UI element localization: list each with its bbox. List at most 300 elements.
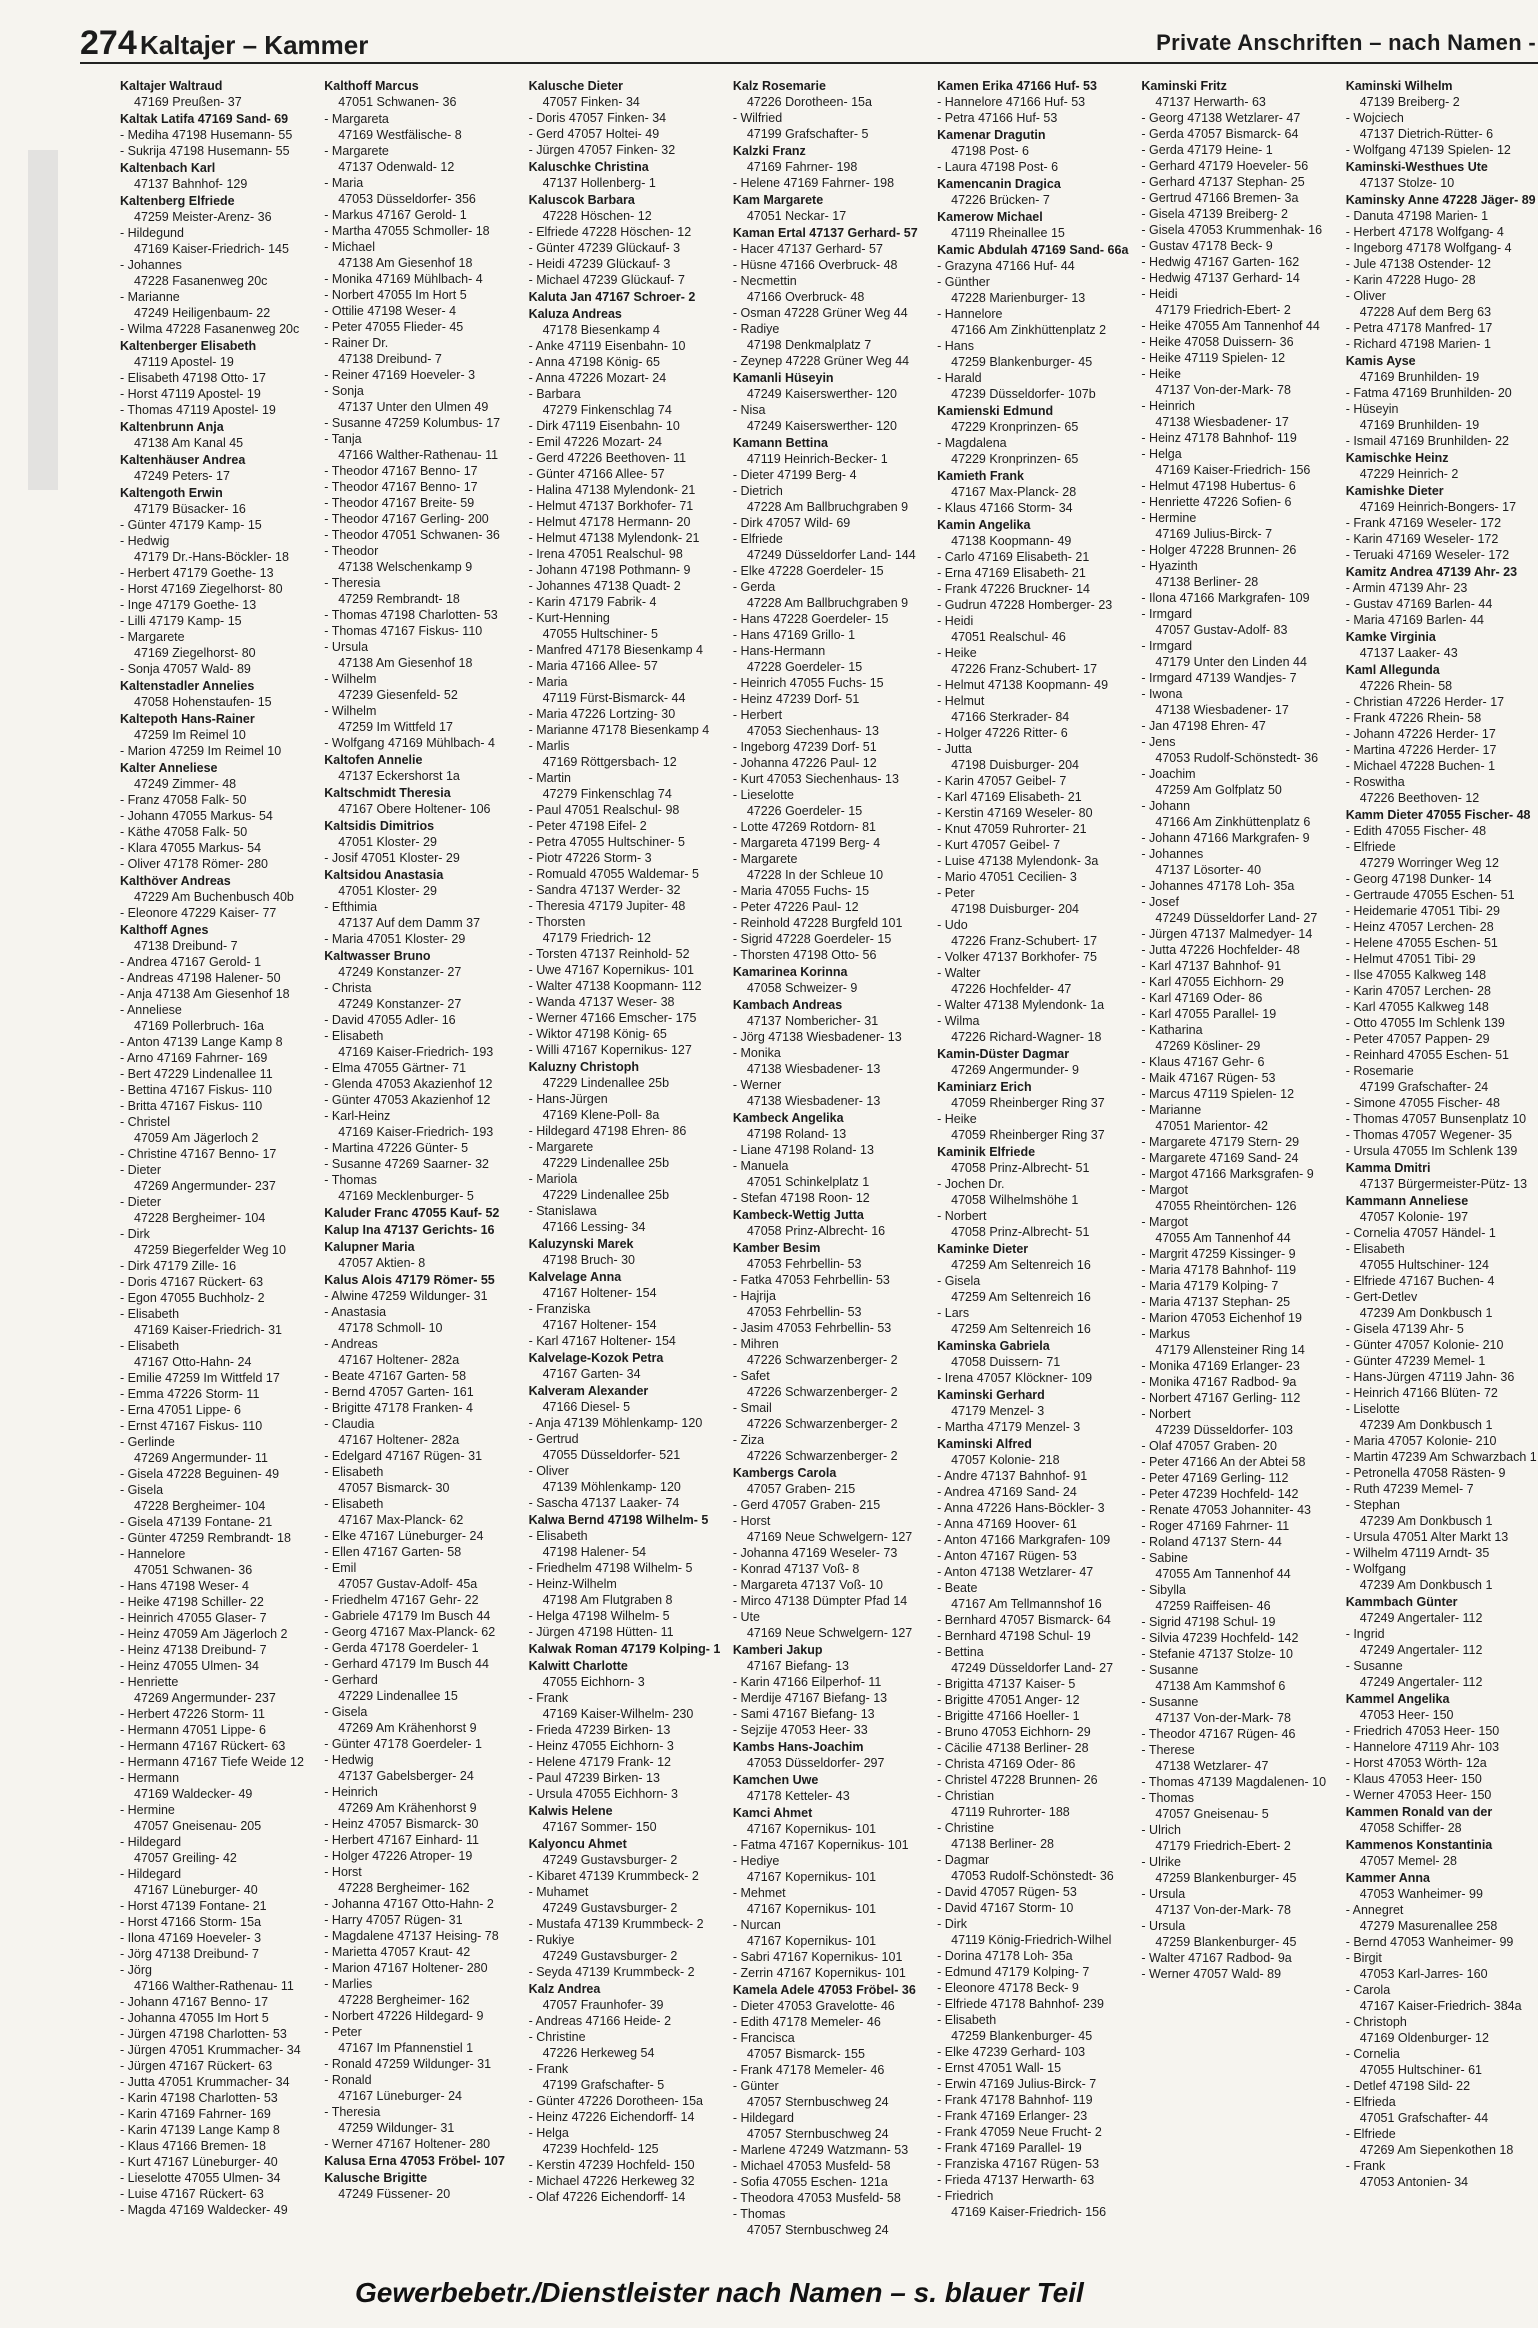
- entry-subname: - Horst 47166 Storm- 15a: [120, 1915, 262, 1929]
- directory-entry: [733, 192, 925, 224]
- entry-subname: - Anastasia: [324, 1305, 387, 1319]
- entry-address: 47138 Am Kanal 45: [134, 436, 244, 450]
- entry-address: 47169 Kaiser-Friedrich- 145: [134, 242, 289, 256]
- entry-subname: - Herbert: [732, 708, 783, 722]
- entry-subname: - Thomas: [1141, 1791, 1194, 1805]
- entry-subname: - Anja 47139 Möhlenkamp- 120: [528, 1416, 703, 1430]
- entry-address: 47249 Düsseldorfer Land- 144: [746, 548, 916, 562]
- entry-subname: - Doris 47057 Finken- 34: [528, 111, 667, 125]
- directory-column-7: [1346, 78, 1538, 2268]
- entry-address: 47198 Halener- 54: [542, 1545, 647, 1559]
- entry-subname: - Maria 47051 Kloster- 29: [324, 932, 466, 946]
- entry-address: 47269 Angermunder- 9: [951, 1063, 1079, 1077]
- entry-subname: - Walter 47138 Mylendonk- 1a: [937, 998, 1105, 1012]
- left-margin-tab: [28, 150, 58, 490]
- entry-subname: - Irena 47057 Klöckner- 109: [937, 1371, 1093, 1385]
- entry-subname: - Hannelore 47166 Huf- 53: [937, 95, 1086, 109]
- entry-subname: - Elma 47055 Gärtner- 71: [324, 1061, 467, 1075]
- entry-subname: - Kurt 47167 Lüneburger- 40: [120, 2155, 278, 2169]
- entry-subname: - Dietrich: [732, 484, 783, 498]
- entry-name: Kambeck Angelika: [732, 1111, 844, 1125]
- entry-address: 47057 Sternbuschweg 24: [746, 2223, 889, 2237]
- entry-subname: - Johanna 47226 Paul- 12: [732, 756, 877, 770]
- entry-address: 47228 Bergheimer- 162: [338, 1881, 470, 1895]
- entry-subname: - Helmut 47178 Hermann- 20: [528, 515, 691, 529]
- entry-address: 47169 Neue Schwelgern- 127: [746, 1626, 913, 1640]
- entry-subname: - Dirk 47119 Eisenbahn- 10: [528, 419, 680, 433]
- directory-entry: [120, 485, 312, 677]
- entry-subname: - Thomas 47057 Bunsenplatz 10: [1345, 1112, 1527, 1126]
- entry-subname: - Jochen Dr.: [937, 1177, 1005, 1191]
- entry-subname: - Margarete 47169 Sand- 24: [1141, 1151, 1299, 1165]
- directory-entry: [1346, 1193, 1538, 1593]
- entry-subname: - Johann 47166 Markgrafen- 9: [1141, 831, 1310, 845]
- entry-address: 47249 Angertaler- 112: [1359, 1675, 1483, 1689]
- entry-subname: - Gerd 47057 Holtei- 49: [528, 127, 660, 141]
- entry-subname: - Stephan: [1345, 1498, 1400, 1512]
- directory-entry: [937, 176, 1129, 208]
- entry-address: 47058 Prinz-Albrecht- 51: [951, 1225, 1090, 1239]
- entry-address: 47055 Eichhorn- 3: [542, 1675, 645, 1689]
- entry-subname: - Karin 47179 Fabrik- 4: [528, 595, 657, 609]
- entry-address: 47259 Blankenburger- 45: [951, 2029, 1093, 2043]
- entry-subname: - Zeynep 47228 Grüner Weg 44: [732, 354, 910, 368]
- entry-subname: - Irena 47051 Realschul- 98: [528, 547, 683, 561]
- entry-name: Kaluder Franc 47055 Kauf- 52: [324, 1206, 500, 1220]
- entry-subname: - Brigitte 47051 Anger- 12: [937, 1693, 1080, 1707]
- directory-entry: [733, 1207, 925, 1239]
- directory-column-6: [1141, 78, 1333, 2268]
- entry-subname: - Tanja: [324, 432, 362, 446]
- entry-subname: - Margarete 47179 Stern- 29: [1141, 1135, 1300, 1149]
- directory-entry: [1346, 629, 1538, 661]
- entry-subname: - Günter 47179 Kamp- 15: [120, 518, 262, 532]
- entry-subname: - Armin 47139 Ahr- 23: [1345, 581, 1468, 595]
- entry-subname: - Markus 47167 Gerold- 1: [324, 208, 467, 222]
- entry-address: 47167 Kopernikus- 101: [746, 1822, 877, 1836]
- entry-subname: - Karl-Heinz: [324, 1109, 391, 1123]
- entry-address: 47229 Lindenallee 25b: [542, 1188, 670, 1202]
- entry-subname: - Reinhold 47228 Burgfeld 101: [732, 916, 903, 930]
- directory-entry: [529, 1981, 721, 2205]
- entry-subname: - Hans: [937, 339, 974, 353]
- entry-subname: - Georg 47138 Wetzlarer- 47: [1141, 111, 1301, 125]
- entry-subname: - Andre 47137 Bahnhof- 91: [937, 1469, 1088, 1483]
- entry-address: 47137 Unter den Ulmen 49: [338, 400, 489, 414]
- entry-address: 47279 Finkenschlag 74: [542, 787, 672, 801]
- entry-address: 47057 Kolonie- 197: [1359, 1210, 1469, 1224]
- entry-subname: - Arno 47169 Fahrner- 169: [120, 1051, 268, 1065]
- entry-subname: - Maria 47166 Allee- 57: [528, 659, 658, 673]
- entry-subname: - Sibylla: [1141, 1583, 1186, 1597]
- entry-address: 47058 Prinz-Albrecht- 16: [746, 1224, 886, 1238]
- entry-subname: - Hacer 47137 Gerhard- 57: [732, 242, 883, 256]
- entry-subname: - Margarete: [732, 852, 798, 866]
- entry-name: Kalwak Roman 47179 Kolping- 1: [528, 1642, 721, 1656]
- entry-subname: - Magda 47169 Waldecker- 49: [120, 2203, 288, 2217]
- entry-subname: - Frank 47169 Erlanger- 23: [937, 2109, 1088, 2123]
- entry-name: Kaltwasser Bruno: [324, 949, 431, 963]
- entry-subname: - Elke 47167 Lüneburger- 24: [324, 1529, 484, 1543]
- directory-entry: [733, 964, 925, 996]
- entry-address: 47269 Angermunder- 11: [134, 1451, 268, 1465]
- entry-subname: - Anke 47119 Eisenbahn- 10: [528, 339, 686, 353]
- entry-subname: - Jürgen 47198 Hütten- 11: [528, 1625, 674, 1639]
- entry-name: Kaml Allegunda: [1345, 663, 1440, 677]
- entry-subname: - Susanne: [1345, 1659, 1403, 1673]
- entry-subname: - Margot 47166 Marksgrafen- 9: [1141, 1167, 1314, 1181]
- entry-subname: - Safet: [732, 1369, 770, 1383]
- directory-entry: [529, 1836, 721, 1980]
- entry-address: 47226 Beethoven- 12: [1359, 791, 1480, 805]
- entry-subname: - Udo: [937, 918, 968, 932]
- entry-subname: - Liselotte: [1345, 1402, 1400, 1416]
- entry-subname: - Klaus 47166 Storm- 34: [937, 501, 1073, 515]
- entry-subname: - Dagmar: [937, 1853, 990, 1867]
- entry-address: 47167 Kopernikus- 101: [746, 1934, 877, 1948]
- entry-name: Kaltsidis Dimitrios: [324, 819, 435, 833]
- entry-address: 47269 Am Krähenhorst 9: [338, 1721, 477, 1735]
- entry-subname: - Johannes: [1141, 847, 1204, 861]
- entry-subname: - Teruaki 47169 Weseler- 172: [1345, 548, 1510, 562]
- entry-address: 47119 Heinrich-Becker- 1: [746, 452, 888, 466]
- entry-address: 47058 Duissern- 71: [951, 1355, 1061, 1369]
- entry-name: Kalvelage Anna: [528, 1270, 622, 1284]
- entry-name: Kamke Virginia: [1345, 630, 1436, 644]
- directory-entry: [529, 306, 721, 1058]
- entry-subname: - Peter 47166 An der Abtei 58: [1141, 1455, 1306, 1469]
- entry-subname: - Rosemarie: [1345, 1064, 1414, 1078]
- directory-entry: [1346, 78, 1538, 158]
- entry-address: 47269 Am Krähenhorst 9: [338, 1801, 477, 1815]
- entry-address: 47259 Blankenburger- 45: [1155, 1871, 1297, 1885]
- entry-address: 47229 Am Buchenbusch 40b: [134, 890, 294, 904]
- entry-address: 47179 Büsacker- 16: [134, 502, 246, 516]
- entry-subname: - Helene 47055 Eschen- 51: [1345, 936, 1498, 950]
- entry-address: 47051 Realschul- 46: [951, 630, 1066, 644]
- entry-subname: - Heidemarie 47051 Tibi- 29: [1345, 904, 1500, 918]
- entry-address: 47059 Rheinberger Ring 37: [951, 1128, 1105, 1142]
- entry-subname: - Gerda 47179 Heine- 1: [1141, 143, 1273, 157]
- entry-subname: - Stefanie 47137 Stolze- 10: [1141, 1647, 1293, 1661]
- entry-subname: - Edith 47178 Memeler- 46: [732, 2015, 881, 2029]
- entry-subname: - Gerda 47178 Goerdeler- 1: [324, 1641, 479, 1655]
- entry-subname: - Hermine: [120, 1803, 175, 1817]
- entry-address: 47057 Bismarck- 155: [746, 2047, 865, 2061]
- directory-entry: [733, 370, 925, 434]
- directory-entry: [1346, 192, 1538, 352]
- entry-subname: - Jörg 47138 Dreibund- 7: [120, 1947, 259, 1961]
- entry-address: 47279 Masurenallee 258: [1359, 1919, 1498, 1933]
- entry-address: 47226 Schwarzenberger- 2: [746, 1449, 898, 1463]
- entry-subname: - Heike 47198 Schiller- 22: [120, 1595, 264, 1609]
- entry-name: Kamber Besim: [732, 1241, 821, 1255]
- entry-address: 47057 Gustav-Adolf- 45a: [338, 1577, 478, 1591]
- entry-subname: - Brigitte 47178 Franken- 4: [324, 1401, 473, 1415]
- entry-subname: - Dieter 47053 Gravelotte- 46: [732, 1999, 895, 2013]
- entry-subname: - Marianne: [1141, 1103, 1202, 1117]
- entry-address: 47051 Kloster- 29: [338, 884, 437, 898]
- entry-subname: - Olaf 47226 Eichendorff- 14: [528, 2190, 686, 2204]
- entry-address: 47139 Möhlenkamp- 120: [542, 1480, 681, 1494]
- entry-subname: - Elisabeth: [324, 1497, 384, 1511]
- entry-subname: - Oliver: [528, 1464, 569, 1478]
- entry-subname: - Andrea 47169 Sand- 24: [937, 1485, 1077, 1499]
- entry-subname: - Bettina: [937, 1645, 984, 1659]
- entry-name: Kalup Ina 47137 Gerichts- 16: [324, 1223, 495, 1237]
- entry-subname: - Heike 47119 Spielen- 12: [1141, 351, 1286, 365]
- directory-entry: [937, 78, 1129, 126]
- entry-subname: - Petronella 47058 Rästen- 9: [1345, 1466, 1506, 1480]
- entry-subname: - Frank 47169 Weseler- 172: [1345, 516, 1502, 530]
- entry-name: Kamen Erika 47166 Huf- 53: [937, 79, 1097, 93]
- entry-subname: - Lilli 47179 Kamp- 15: [120, 614, 242, 628]
- entry-address: 47167 Holtener- 282a: [338, 1433, 460, 1447]
- entry-address: 47228 Bergheimer- 162: [338, 1993, 470, 2007]
- entry-subname: - Margareta 47199 Berg- 4: [732, 836, 881, 850]
- entry-subname: - Heike: [937, 646, 977, 660]
- entry-subname: - Wanda 47137 Weser- 38: [528, 995, 675, 1009]
- entry-subname: - Horst 47053 Wörth- 12a: [1345, 1756, 1487, 1770]
- entry-address: 47229 Kronprinzen- 65: [951, 420, 1079, 434]
- entry-address: 47269 Am Siepenkothen 18: [1359, 2143, 1514, 2157]
- entry-name: Kamin-Düster Dagmar: [937, 1047, 1070, 1061]
- entry-name: Kaminiarz Erich: [937, 1080, 1032, 1094]
- entry-subname: - Gisela 47228 Beguinen- 49: [120, 1467, 280, 1481]
- entry-subname: - Maria: [528, 675, 568, 689]
- entry-subname: - Karin 47169 Weseler- 172: [1345, 532, 1499, 546]
- entry-address: 47057 Sternbuschweg 24: [746, 2095, 889, 2109]
- entry-address: 47249 Gustavsburger- 2: [542, 1853, 678, 1867]
- entry-subname: - Michael 47239 Glückauf- 7: [528, 273, 685, 287]
- entry-subname: - Henriette: [120, 1675, 179, 1689]
- entry-name: Kaluzynski Marek: [528, 1237, 634, 1251]
- entry-subname: - Günter 47239 Glückauf- 3: [528, 241, 681, 255]
- entry-subname: - Peter: [937, 886, 975, 900]
- entry-address: 47138 Am Giesenhof 18: [338, 256, 473, 270]
- entry-address: 47269 Kösliner- 29: [1155, 1039, 1261, 1053]
- entry-subname: - Zerrin 47167 Kopernikus- 101: [732, 1966, 906, 1980]
- entry-address: 47057 Graben- 215: [746, 1482, 856, 1496]
- directory-entry: [120, 678, 312, 710]
- directory-column-3: [529, 78, 721, 2268]
- directory-entry: [937, 1387, 1129, 1435]
- entry-subname: - Georg 47198 Dunker- 14: [1345, 872, 1492, 886]
- entry-address: 47053 Fehrbellin- 53: [746, 1257, 862, 1271]
- entry-subname: - Emma 47226 Storm- 11: [120, 1387, 260, 1401]
- entry-address: 47259 Im Reimel 10: [134, 728, 246, 742]
- entry-subname: - Hans-Jürgen: [528, 1092, 608, 1106]
- entry-subname: - Roswitha: [1345, 775, 1405, 789]
- entry-subname: - Anneliese: [120, 1003, 182, 1017]
- entry-subname: - Georg 47167 Max-Planck- 62: [324, 1625, 496, 1639]
- entry-address: 47179 Friedrich- 12: [542, 931, 651, 945]
- entry-subname: - Horst 47139 Fontane- 21: [120, 1899, 267, 1913]
- entry-subname: - Luise 47167 Rückert- 63: [120, 2187, 264, 2201]
- entry-subname: - Hildegard: [120, 1835, 182, 1849]
- entry-address: 47138 Welschenkamp 9: [338, 560, 473, 574]
- entry-address: 47137 Bahnhof- 129: [134, 177, 248, 191]
- entry-address: 47055 Hultschiner- 61: [1359, 2063, 1482, 2077]
- entry-subname: - Knut 47059 Ruhrorter- 21: [937, 822, 1087, 836]
- directory-entry: [529, 1641, 721, 1657]
- entry-subname: - Erwin 47169 Julius-Birck- 7: [937, 2077, 1097, 2091]
- entry-subname: - Karin 47228 Hugo- 28: [1345, 273, 1476, 287]
- entry-subname: - Günter: [732, 2079, 779, 2093]
- entry-subname: - Gert-Detlev: [1345, 1290, 1418, 1304]
- entry-address: 47119 Rheinallee 15: [951, 226, 1065, 240]
- entry-subname: - Brigitta 47137 Kaiser- 5: [937, 1677, 1076, 1691]
- entry-subname: - Sonja: [324, 384, 364, 398]
- entry-subname: - Kibaret 47139 Krummbeck- 2: [528, 1869, 699, 1883]
- entry-subname: - Hans-Jürgen 47119 Jahn- 36: [1345, 1370, 1515, 1384]
- entry-subname: - Helga: [1141, 447, 1182, 461]
- entry-subname: - Bert 47229 Lindenallee 11: [120, 1067, 273, 1081]
- entry-address: 47249 Kaiserswerther- 120: [746, 419, 897, 433]
- entry-subname: - Edelgard 47167 Rügen- 31: [324, 1449, 483, 1463]
- entry-subname: - Merdije 47167 Biefang- 13: [732, 1691, 888, 1705]
- entry-subname: - Carlo 47169 Elisabeth- 21: [937, 550, 1090, 564]
- entry-address: 47169 Waldecker- 49: [134, 1787, 253, 1801]
- entry-address: 47169 Kaiser-Friedrich- 193: [338, 1125, 494, 1139]
- entry-address: 47279 Worringer Weg 12: [1359, 856, 1499, 870]
- entry-address: 47057 Greiling- 42: [134, 1851, 237, 1865]
- directory-entry: [324, 2170, 516, 2202]
- entry-subname: - Kurt 47053 Siechenhaus- 13: [732, 772, 899, 786]
- entry-subname: - Ronald 47259 Wildunger- 31: [324, 2057, 492, 2071]
- entry-subname: - Wilma: [937, 1014, 980, 1028]
- entry-name: Kaltenbach Karl: [120, 161, 216, 175]
- entry-subname: - Jutta 47051 Krummacher- 34: [120, 2075, 290, 2089]
- entry-subname: - Frank: [528, 1691, 569, 1705]
- entry-subname: - Hediye: [732, 1854, 780, 1868]
- entry-subname: - Ernst 47051 Wall- 15: [937, 2061, 1062, 2075]
- entry-subname: - Hedwig: [324, 1753, 374, 1767]
- entry-name: Kalvelage-Kozok Petra: [528, 1351, 664, 1365]
- entry-subname: - Thomas: [732, 2207, 786, 2221]
- entry-subname: - Theodor 47167 Gerling- 200: [324, 512, 489, 526]
- entry-address: 47249 Düsseldorfer Land- 27: [951, 1661, 1114, 1675]
- entry-name: Kaminski-Westhues Ute: [1345, 160, 1488, 174]
- entry-subname: - Emil 47226 Mozart- 24: [528, 435, 662, 449]
- entry-subname: - Elfriede: [732, 532, 783, 546]
- entry-address: 47058 Schiffer- 28: [1359, 1821, 1462, 1835]
- entry-subname: - Emil: [324, 1561, 357, 1575]
- entry-name: Kamic Abdulah 47169 Sand- 66a: [937, 243, 1129, 257]
- entry-name: Kalthöver Andreas: [120, 874, 231, 888]
- entry-address: 47137 Dietrich-Rütter- 6: [1359, 127, 1494, 141]
- entry-address: 47259 Meister-Arenz- 36: [134, 210, 272, 224]
- entry-subname: - Wilhelm: [324, 704, 377, 718]
- entry-subname: - Bettina 47167 Fiskus- 110: [120, 1083, 272, 1097]
- entry-name: Kamenar Dragutin: [937, 128, 1046, 142]
- entry-subname: - Hermann 47167 Rückert- 63: [120, 1739, 286, 1753]
- entry-subname: - Jan 47198 Ehren- 47: [1141, 719, 1266, 733]
- entry-subname: - Klaus 47166 Bremen- 18: [120, 2139, 266, 2153]
- entry-subname: - Günter 47239 Memel- 1: [1345, 1354, 1486, 1368]
- directory-entry: [1141, 78, 1333, 1982]
- entry-subname: - Doris 47167 Rückert- 63: [120, 1275, 264, 1289]
- entry-subname: - Friedrich 47053 Heer- 150: [1345, 1724, 1500, 1738]
- entry-subname: - Heidi: [1141, 287, 1178, 301]
- entry-subname: - Detlef 47198 Sild- 22: [1345, 2079, 1471, 2093]
- entry-address: 47137 Von-der-Mark- 78: [1155, 1711, 1291, 1725]
- entry-subname: - Dirk 47057 Wild- 69: [732, 516, 851, 530]
- entry-subname: - Heinz 47239 Dorf- 51: [732, 692, 860, 706]
- entry-name: Kaminski Alfred: [937, 1437, 1032, 1451]
- entry-address: 47169 Röttgersbach- 12: [542, 755, 677, 769]
- entry-address: 47169 Pollerbruch- 16a: [134, 1019, 264, 1033]
- entry-subname: - Smail: [732, 1401, 772, 1415]
- entry-subname: - Thomas 47198 Charlotten- 53: [324, 608, 498, 622]
- entry-subname: - Gertrud 47166 Bremen- 3a: [1141, 191, 1299, 205]
- directory-entry: [733, 225, 925, 369]
- entry-subname: - Susanne 47259 Kolumbus- 17: [324, 416, 501, 430]
- entry-subname: - Karl 47169 Elisabeth- 21: [937, 790, 1082, 804]
- entry-address: 47057 Finken- 34: [542, 95, 640, 109]
- directory-entry: [324, 111, 516, 751]
- entry-address: 47167 Holtener- 282a: [338, 1353, 460, 1367]
- entry-name: Kamanli Hüseyin: [732, 371, 834, 385]
- entry-subname: - Christa 47169 Oder- 86: [937, 1757, 1076, 1771]
- entry-subname: - Barbara: [528, 387, 581, 401]
- entry-subname: - Karin 47139 Lange Kamp 8: [120, 2123, 280, 2137]
- entry-subname: - Gustav 47178 Beck- 9: [1141, 239, 1273, 253]
- entry-address: 47228 Am Ballbruchgraben 9: [746, 596, 909, 610]
- entry-subname: - Eleonore 47229 Kaiser- 77: [120, 906, 277, 920]
- entry-address: 47137 Gabelsberger- 24: [338, 1769, 474, 1783]
- entry-subname: - Emilie 47259 Im Wittfeld 17: [120, 1371, 280, 1385]
- entry-subname: - Marion 47259 Im Reimel 10: [120, 744, 282, 758]
- entry-subname: - Dorina 47178 Loh- 35a: [937, 1949, 1073, 1963]
- directory-entry: [937, 242, 1129, 402]
- entry-subname: - Dieter: [120, 1195, 161, 1209]
- entry-subname: - Halina 47138 Mylendonk- 21: [528, 483, 696, 497]
- entry-address: 47166 Overbruck- 48: [746, 290, 865, 304]
- entry-name: Kambach Andreas: [732, 998, 843, 1012]
- entry-subname: - Heinz 47055 Ulmen- 34: [120, 1659, 259, 1673]
- entry-subname: - Monika: [732, 1046, 781, 1060]
- entry-address: 47167 Biefang- 13: [746, 1659, 850, 1673]
- entry-subname: - Ulrich: [1141, 1823, 1181, 1837]
- entry-address: 47055 Düsseldorfer- 521: [542, 1448, 681, 1462]
- entry-address: 47259 Raiffeisen- 46: [1155, 1599, 1271, 1613]
- entry-address: 47226 Franz-Schubert- 17: [951, 934, 1098, 948]
- entry-address: 47058 Schweizer- 9: [746, 981, 858, 995]
- entry-subname: - Heinrich: [1141, 399, 1195, 413]
- entry-subname: - Karl 47055 Parallel- 19: [1141, 1007, 1277, 1021]
- entry-subname: - Marcus 47119 Spielen- 12: [1141, 1087, 1295, 1101]
- entry-subname: - Johann: [1141, 799, 1191, 813]
- entry-subname: - Horst 47169 Ziegelhorst- 80: [120, 582, 283, 596]
- entry-subname: - Karl 47169 Oder- 86: [1141, 991, 1263, 1005]
- entry-address: 47239 Düsseldorfer- 107b: [951, 387, 1096, 401]
- entry-subname: - Olaf 47057 Graben- 20: [1141, 1439, 1277, 1453]
- entry-subname: - Sabine: [1141, 1551, 1188, 1565]
- entry-subname: - Wojciech: [1345, 111, 1404, 125]
- entry-subname: - Elfrieda: [1345, 2095, 1396, 2109]
- entry-name: Kammel Angelika: [1345, 1692, 1450, 1706]
- entry-address: 47119 Fürst-Bismarck- 44: [542, 691, 686, 705]
- entry-subname: - Hedwig: [120, 534, 170, 548]
- entry-subname: - Christine: [937, 1821, 995, 1835]
- directory-entry: [937, 517, 1129, 1045]
- entry-address: 47167 Otto-Hahn- 24: [134, 1355, 252, 1369]
- entry-subname: - Kurt-Henning: [528, 611, 610, 625]
- entry-subname: - Lotte 47269 Rotdorn- 81: [732, 820, 876, 834]
- entry-subname: - Werner: [732, 1078, 782, 1092]
- entry-subname: - Beate 47167 Garten- 58: [324, 1369, 467, 1383]
